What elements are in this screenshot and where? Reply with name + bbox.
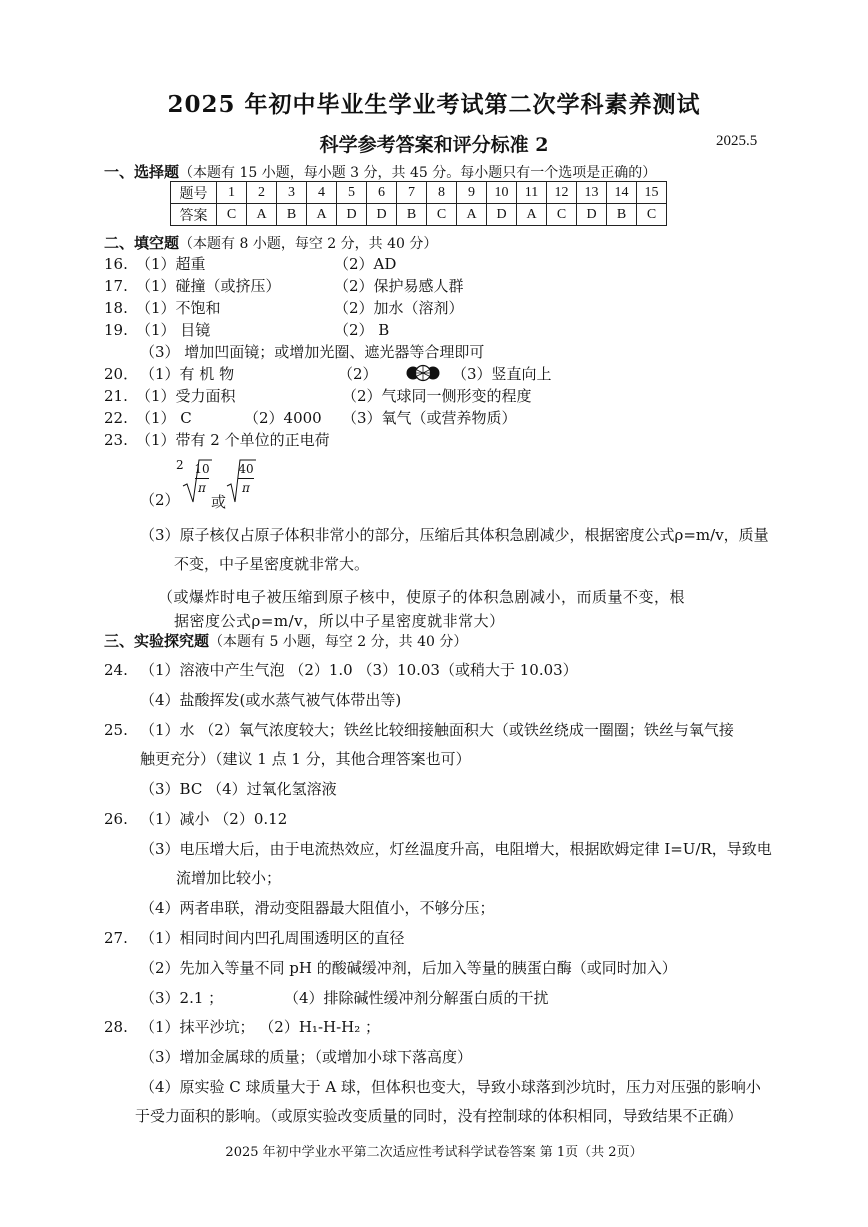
formula-denominator-2: π [242,481,250,495]
q26-line4: （4）两者串联，滑动变阻器最大阻值小，不够分压； [140,899,495,917]
fraction-bar-1 [195,478,209,479]
q23-part1: （1）带有 2 个单位的正电荷 [136,431,330,449]
answer-cell: C [547,204,577,226]
answer-cell: D [577,204,607,226]
question-number-cell: 13 [577,182,607,204]
question-number-cell: 11 [517,182,547,204]
answer-cell: A [457,204,487,226]
choice-answer-table [170,181,667,226]
page-title: 2025 年初中毕业生学业考试第二次学科素养测试 [167,91,701,118]
q20-part2: （2） [338,365,378,383]
q17-part1: （1）碰撞（或挤压） [136,277,281,295]
q24-line2: （4）盐酸挥发(或水蒸气被气体带出等) [140,691,402,709]
q22-number: 22. [104,409,128,427]
q16-number: 16. [104,255,128,273]
question-number-cell: 9 [457,182,487,204]
q17-part2: （2）保护易感人群 [334,277,464,295]
q23-part2-label: （2） [140,491,180,509]
q28-number: 28. [104,1018,128,1036]
formula-coefficient: 2 [176,458,184,472]
q28-line4: 于受力面积的影响。（或原实验改变质量的同时，没有控制球的体积相同，导致结果不正确） [135,1107,743,1125]
formula-numerator-1: 10 [194,462,210,476]
q28-line1: （1）抹平沙坑； （2）H₁-H-H₂ ； [140,1018,381,1036]
q16-part2: （2）AD [334,255,397,273]
row-label-answer: 答案 [171,204,217,226]
q23-number: 23. [104,431,128,449]
formula-denominator-1: π [198,481,206,495]
page-subtitle: 科学参考答案和评分标准 2 [319,134,549,156]
row-label-question: 题号 [171,182,217,204]
q22-part3: （3）氧气（或营养物质） [342,409,517,427]
answer-cell: D [337,204,367,226]
answer-cell: D [367,204,397,226]
q17-number: 17. [104,277,128,295]
formula-numerator-2: 40 [238,462,254,476]
q28-line2: （3）增加金属球的质量；（或增加小球下落高度） [140,1048,473,1066]
answer-cell: A [247,204,277,226]
answer-cell: B [277,204,307,226]
question-number-cell: 3 [277,182,307,204]
q27-number: 27. [104,929,128,947]
answer-cell: C [637,204,667,226]
q25-number: 25. [104,721,128,739]
q23-alt-line2: 据密度公式ρ=m/v，所以中子星密度就非常大） [174,612,505,630]
section-3-heading: 三、实验探究题（本题有 5 小题，每空 2 分，共 40 分） [104,632,468,650]
q23-part3-line2: 不变，中子星密度就非常大。 [174,555,370,573]
answer-cell: A [307,204,337,226]
q18-number: 18. [104,299,128,317]
answer-cell: B [607,204,637,226]
answer-cell: C [427,204,457,226]
question-number-cell: 4 [307,182,337,204]
q23-alt-line1: （或爆炸时电子被压缩到原子核中，使原子的体积急剧减小，而质量不变，根 [158,588,686,606]
question-number-cell: 10 [487,182,517,204]
q21-part2: （2）气球同一侧形变的程度 [342,387,532,405]
q26-line3: 流增加比较小； [176,869,282,887]
question-number-cell: 1 [217,182,247,204]
answer-cell: C [217,204,247,226]
q18-part2: （2）加水（溶剂） [334,299,464,317]
exam-date: 2025.5 [716,133,758,149]
q21-part1: （1）受力面积 [136,387,236,405]
q25-line3: （3）BC （4）过氧化氢溶液 [140,780,337,798]
answer-cell: D [487,204,517,226]
q26-line2: （3）电压增大后，由于电流热效应，灯丝温度升高，电阻增大，根据欧姆定律 I=U/R，导致电 [140,840,772,858]
q22-part2: （2）4000 [244,409,322,427]
q27-line3a: （3）2.1 ； [140,989,224,1007]
q27-line2: （2）先加入等量不同 pH 的酸碱缓冲剂，后加入等量的胰蛋白酶（或同时加入） [140,959,677,977]
cell-diagram-icon [404,364,442,382]
question-number-cell: 6 [367,182,397,204]
q26-number: 26. [104,810,128,828]
question-number-cell: 15 [637,182,667,204]
q21-number: 21. [104,387,128,405]
q19-part1: （1） 目镜 [136,321,211,339]
q16-part1: （1）超重 [136,255,206,273]
q18-part1: （1）不饱和 [136,299,221,317]
q19-number: 19. [104,321,128,339]
page-footer: 2025 年初中学业水平第二次适应性考试科学试卷答案 第 1页（共 2页） [225,1145,643,1160]
section-1-heading: 一、选择题（本题有 15 小题，每小题 3 分，共 45 分。每小题只有一个选项是正确的） [104,163,657,181]
question-number-cell: 8 [427,182,457,204]
question-number-cell: 12 [547,182,577,204]
q20-part1: （1）有 机 物 [140,365,235,383]
question-number-cell: 5 [337,182,367,204]
answer-cell: A [517,204,547,226]
q28-line3: （4）原实验 C 球质量大于 A 球，但体积也变大，导致小球落到沙坑时，压力对压强的影响小 [140,1078,761,1096]
question-number-cell: 7 [397,182,427,204]
section-2-heading: 二、填空题（本题有 8 小题，每空 2 分，共 40 分） [104,234,438,252]
question-number-cell: 2 [247,182,277,204]
question-number-cell: 14 [607,182,637,204]
q20-part3: （3）竖直向上 [452,365,552,383]
q19-part3: （3） 增加凹面镜；或增加光圈、遮光器等合理即可 [140,343,485,361]
q25-line2: 触更充分）（建议 1 点 1 分，其他合理答案也可） [140,750,471,768]
fraction-bar-2 [238,478,254,479]
q24-number: 24. [104,661,128,679]
q20-number: 20． [104,365,139,383]
q27-line1: （1）相同时间内凹孔周围透明区的直径 [140,929,405,947]
q23-part3-line1: （3）原子核仅占原子体积非常小的部分，压缩后其体积急剧减少，根据密度公式ρ=m/v，质量 [140,526,769,544]
q27-line3b: （4）排除碱性缓冲剂分解蛋白质的干扰 [284,989,549,1007]
answer-cell: B [397,204,427,226]
q25-line1: （1）水 （2）氧气浓度较大；铁丝比较细接触面积大（或铁丝绕成一圈圈；铁丝与氧气接 [140,721,734,739]
q24-line1: （1）溶液中产生气泡 （2）1.0 （3）10.03（或稍大于 10.03） [140,661,578,679]
q22-part1: （1） C [136,409,192,427]
q19-part2: （2） B [334,321,390,339]
formula-or: 或 [211,493,227,511]
q26-line1: （1）减小 （2）0.12 [140,810,288,828]
